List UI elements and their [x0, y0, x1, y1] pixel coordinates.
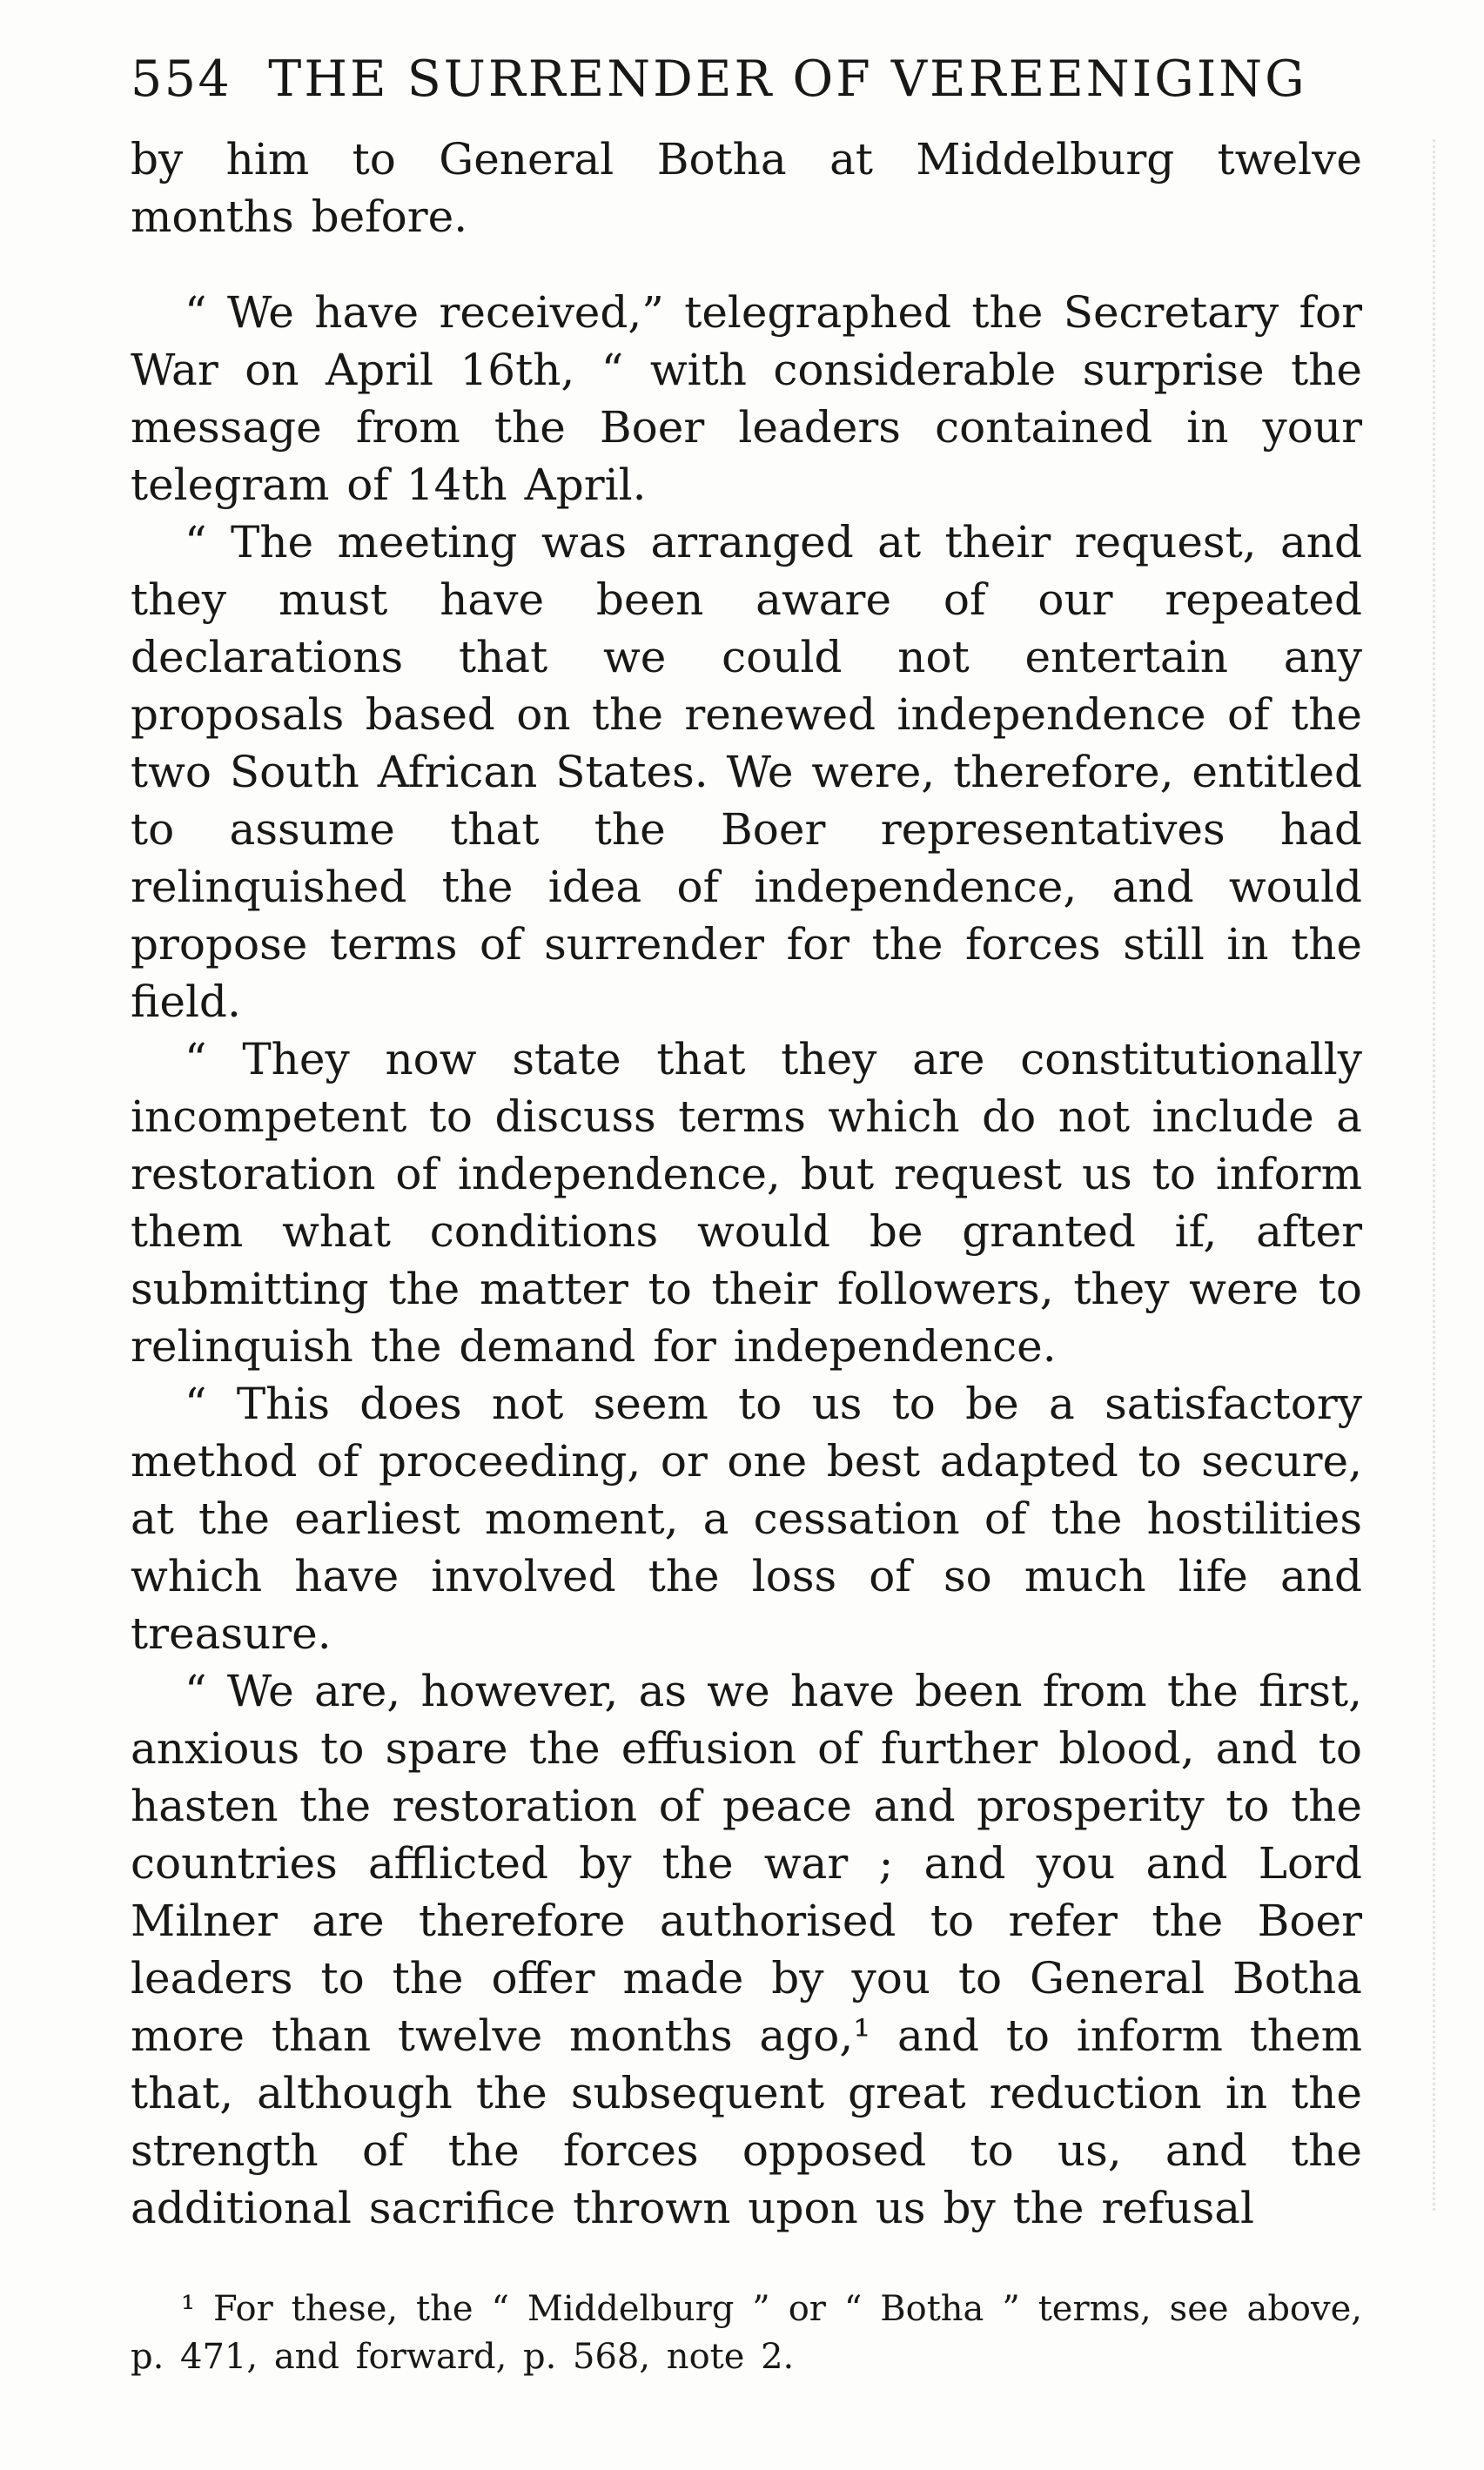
scan-edge-artifact: [1433, 139, 1435, 2211]
page-body: [131, 131, 1362, 2237]
body-paragraph: “ The meeting was arranged at their request, and they must have been aware of our repeated declarations that we could not entertain any proposals based on the renewed independence of the two South African States. We were, therefore, entitled to assume that the Boer representatives had relinquished the idea of independence, and would propose terms of surrender for the forces still in the field.: [131, 517, 1362, 1027]
body-paragraph: “ They now state that they are constitutionally incompetent to discuss terms which do not include a restoration of independence, but request us to inform them what conditions would be granted if, after submitting the matter to their followers, they were to relinquish the demand for independence.: [131, 1034, 1362, 1372]
footnote: [131, 2285, 1362, 2381]
footnote-text: ¹ For these, the “ Middelburg ” or “ Botha ” terms, see above, p. 471, and forward, p. 568, note 2.: [131, 2289, 1362, 2377]
body-paragraph: by him to General Botha at Middelburg twelve months before.: [131, 134, 1362, 242]
body-paragraph: “ This does not seem to us to be a satisfactory method of proceeding, or one best adapted to secure, at the earliest moment, a cessation of the hostilities which have involved the loss of so much life and treasure.: [131, 1379, 1362, 1659]
running-head: THE SURRENDER OF VEREENIGING: [268, 50, 1307, 108]
body-paragraph: “ We have received,” telegraphed the Secretary for War on April 16th, “ with considerable surprise the message from the Boer leaders contained in your telegram of 14th April.: [131, 287, 1362, 510]
page-header: [131, 50, 1362, 108]
body-paragraph: “ We are, however, as we have been from the first, anxious to spare the effusion of further blood, and to hasten the restoration of peace and prosperity to the countries afflicted by the war ; and you and Lord Milner are therefore authorised to refer the Boer leaders to the offer made by you to General Botha more than twelve months ago,¹ and to inform them that, although the subsequent great reduction in the strength of the forces opposed to us, and the additional sacrifice thrown upon us by the refusal: [131, 1666, 1362, 2233]
page-number: 554: [131, 50, 232, 108]
